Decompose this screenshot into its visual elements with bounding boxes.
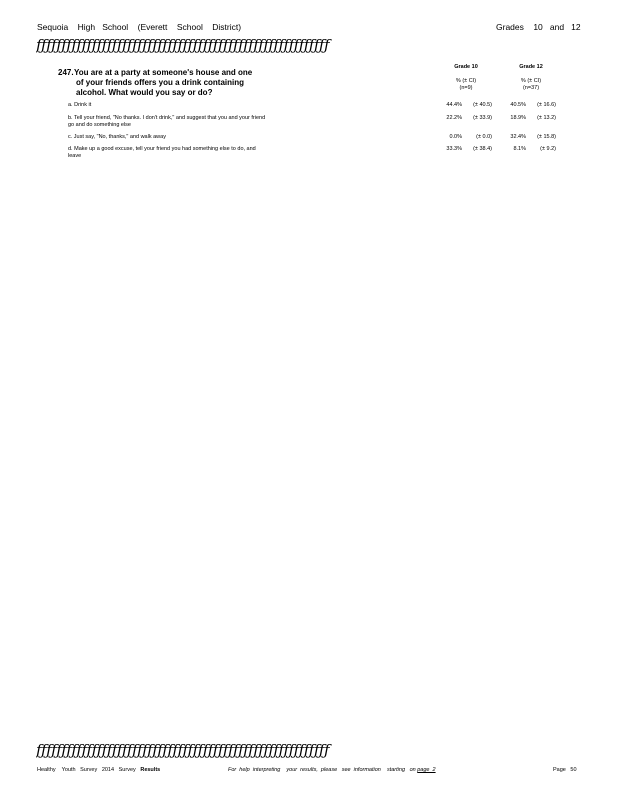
option-d-g12-ci: (± 9.2) [540, 146, 556, 152]
header-grades: Grades 10 and 12 [496, 22, 581, 32]
bottom-rule: ƒƒƒƒƒƒƒƒƒƒƒƒƒƒƒƒƒƒƒƒƒƒƒƒƒƒƒƒƒƒƒƒƒƒƒƒƒƒƒƒƒƒƒƒƒƒƒƒƒƒƒƒƒƒƒƒƒƒ [36, 743, 330, 759]
question-line-1: You are at a party at someone's house and one [74, 68, 253, 77]
footer-help [228, 767, 436, 773]
question-line-2: of your friends offers you a drink containing [76, 78, 245, 87]
option-a-text: a. Drink it [68, 102, 92, 108]
option-c-text: c. Just say, "No, thanks," and walk away [68, 134, 166, 140]
column-grade-12-title: Grade 12 [519, 64, 543, 70]
option-b-g12-ci: (± 13.2) [537, 115, 556, 121]
option-d-g10-pct: 33.3% [446, 146, 462, 152]
option-a-g10-pct: 44.4% [446, 102, 462, 108]
option-b-g10-pct: 22.2% [446, 115, 462, 121]
header-school: Sequoia High School (Everett School District) [37, 22, 242, 32]
option-c-g10-pct: 0.0% [449, 134, 462, 140]
footer-results: Results [140, 767, 161, 773]
footer-page-link[interactable]: page 2 [417, 767, 436, 773]
option-c-g12-pct: 32.4% [510, 134, 526, 140]
option-d-g12-pct: 8.1% [513, 146, 526, 152]
column-grade-12-stat: % (± CI) [520, 78, 542, 84]
option-a-g12-ci: (± 16.6) [537, 102, 556, 108]
column-grade-10 [436, 64, 496, 92]
option-a-g10-ci: (± 40.5) [473, 102, 492, 108]
option-a-g12-pct: 40.5% [510, 102, 526, 108]
option-c-g12-ci: (± 15.8) [537, 134, 556, 140]
option-c-g10-ci: (± 0.0) [476, 134, 492, 140]
footer-survey [37, 767, 160, 773]
option-b-g10-ci: (± 33.9) [473, 115, 492, 121]
footer-survey-text: Healthy Youth Survey 2014 Survey [37, 767, 141, 773]
question-number: 247. [58, 68, 74, 77]
question-block [58, 68, 252, 98]
column-grade-12-n: (n=37) [522, 85, 540, 91]
column-grade-12 [501, 64, 561, 92]
option-d-text: d. Make up a good excuse, tell your friend you had something else to do, and leave [68, 146, 256, 159]
option-d-g10-ci: (± 38.4) [473, 146, 492, 152]
option-b-g12-pct: 18.9% [510, 115, 526, 121]
column-grade-10-title: Grade 10 [454, 64, 478, 70]
column-grade-10-stat: % (± CI) [455, 78, 477, 84]
top-rule: ƒƒƒƒƒƒƒƒƒƒƒƒƒƒƒƒƒƒƒƒƒƒƒƒƒƒƒƒƒƒƒƒƒƒƒƒƒƒƒƒƒƒƒƒƒƒƒƒƒƒƒƒƒƒƒƒƒƒ [36, 38, 330, 54]
footer-help-text: For help interpreting your results, please see information starting on [228, 767, 418, 773]
question-line-3: alcohol. What would you say or do? [76, 88, 213, 97]
column-grade-10-n: (n=9) [459, 85, 473, 91]
footer-page-number: Page 50 [553, 767, 577, 773]
option-b-text: b. Tell your friend, "No thanks. I don't drink," and suggest that you and your friend go and do something else [68, 115, 266, 128]
